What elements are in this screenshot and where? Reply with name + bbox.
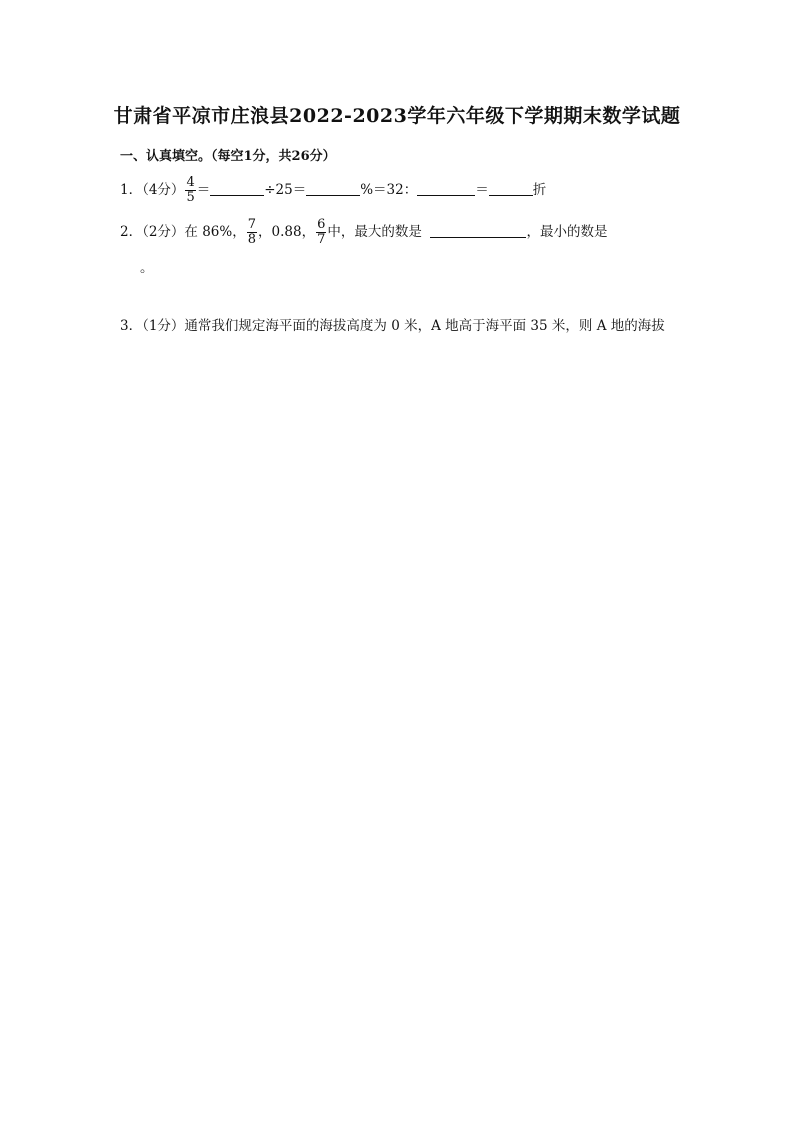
question-1: 1．（4分） $\frac{4}{5}$ ＝ ÷25＝ %＝32： ＝ 折 [120, 175, 547, 205]
answer-blank[interactable] [489, 181, 533, 196]
q2-fraction-1: $\frac{7}{8}$ [247, 217, 257, 247]
question-2-cont: 。 [140, 260, 154, 276]
answer-blank[interactable] [306, 181, 360, 196]
q1-prefix: 1．（4分） [120, 182, 185, 198]
exam-title: 甘肃省平凉市庄浪县2022-2023学年六年级下学期期末数学试题 [113, 105, 681, 127]
section-heading: 一、认真填空。（每空1分，共26分） [120, 149, 336, 164]
question-3: 3．（1分）通常我们规定海平面的海拔高度为 0 米，A 地高于海平面 35 米，则 A 地的海拔 [120, 318, 665, 334]
answer-blank[interactable] [430, 223, 526, 238]
q1-fraction: $\frac{4}{5}$ [186, 175, 195, 205]
answer-blank[interactable] [417, 181, 475, 196]
question-2: 2．（2分）在 86%， $\frac{7}{8}$ ，0.88， $\frac{6}{7}$ 中，最大的数是 ，最小的数是 [120, 217, 608, 247]
answer-blank[interactable] [210, 181, 264, 196]
q2-fraction-2: $\frac{6}{7}$ [317, 217, 326, 247]
